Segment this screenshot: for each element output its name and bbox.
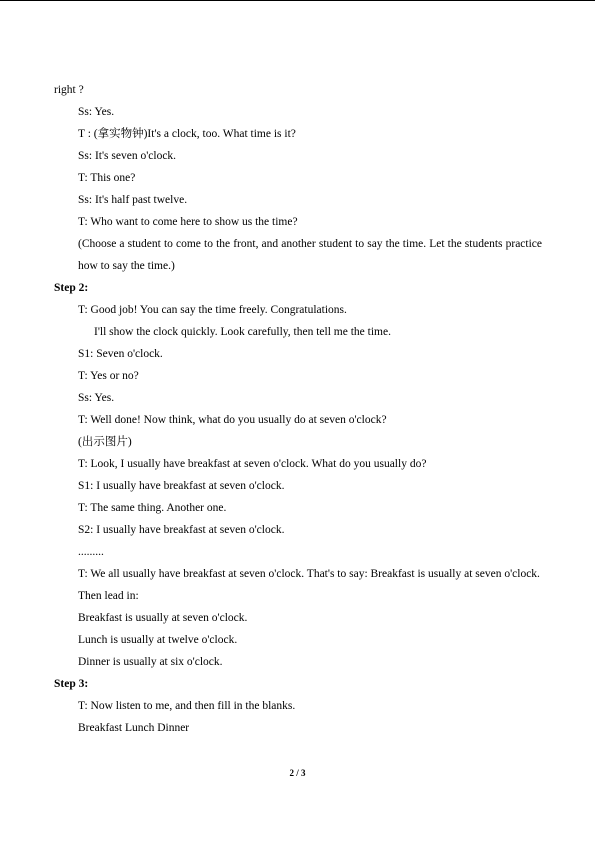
top-border-line — [0, 0, 595, 1]
ellipsis-line: ......... — [78, 546, 104, 558]
dialogue-line: T: Who want to come here to show us the time? — [78, 216, 298, 228]
dialogue-line: Ss: Yes. — [78, 106, 115, 118]
text-line: right ? — [54, 84, 84, 96]
dialogue-line: S1: I usually have breakfast at seven o'clock. — [78, 480, 285, 492]
text-line: Dinner is usually at six o'clock. — [78, 656, 223, 668]
dialogue-line: S2: I usually have breakfast at seven o'clock. — [78, 524, 285, 536]
stage-direction: (Choose a student to come to the front, and another student to say the time. Let the students practice how to say the time.) — [78, 238, 542, 272]
dialogue-line: T: This one? — [78, 172, 136, 184]
dialogue-line: T: Yes or no? — [78, 370, 139, 382]
dialogue-line: Ss: It's seven o'clock. — [78, 150, 177, 162]
page-number: 2 / 3 — [289, 768, 306, 778]
text-line: Breakfast Lunch Dinner — [78, 722, 190, 734]
dialogue-line: Ss: It's half past twelve. — [78, 194, 188, 206]
text-line: Breakfast is usually at seven o'clock. — [78, 612, 248, 624]
dialogue-line: I'll show the clock quickly. Look carefully, then tell me the time. — [94, 326, 391, 338]
dialogue-line: Ss: Yes. — [78, 392, 115, 404]
dialogue-line: S1: Seven o'clock. — [78, 348, 163, 360]
dialogue-line: T: The same thing. Another one. — [78, 502, 227, 514]
dialogue-paragraph: T: We all usually have breakfast at seven o'clock. That's to say: Breakfast is usually at seven o'clock. — [78, 568, 540, 580]
stage-direction: (出示图片) — [78, 436, 132, 448]
dialogue-line: T: Good job! You can say the time freely. Congratulations. — [78, 304, 347, 316]
step-2-heading: Step 2: — [54, 282, 89, 294]
dialogue-line: T : (拿实物钟)It's a clock, too. What time is it? — [78, 128, 296, 140]
text-line: Lunch is usually at twelve o'clock. — [78, 634, 238, 646]
dialogue-line: T: Well done! Now think, what do you usually do at seven o'clock? — [78, 414, 387, 426]
dialogue-line: T: Look, I usually have breakfast at seven o'clock. What do you usually do? — [78, 458, 427, 470]
step-3-heading: Step 3: — [54, 678, 89, 690]
text-line: Then lead in: — [78, 590, 139, 602]
dialogue-line: T: Now listen to me, and then fill in the blanks. — [78, 700, 296, 712]
document-body — [54, 79, 542, 739]
